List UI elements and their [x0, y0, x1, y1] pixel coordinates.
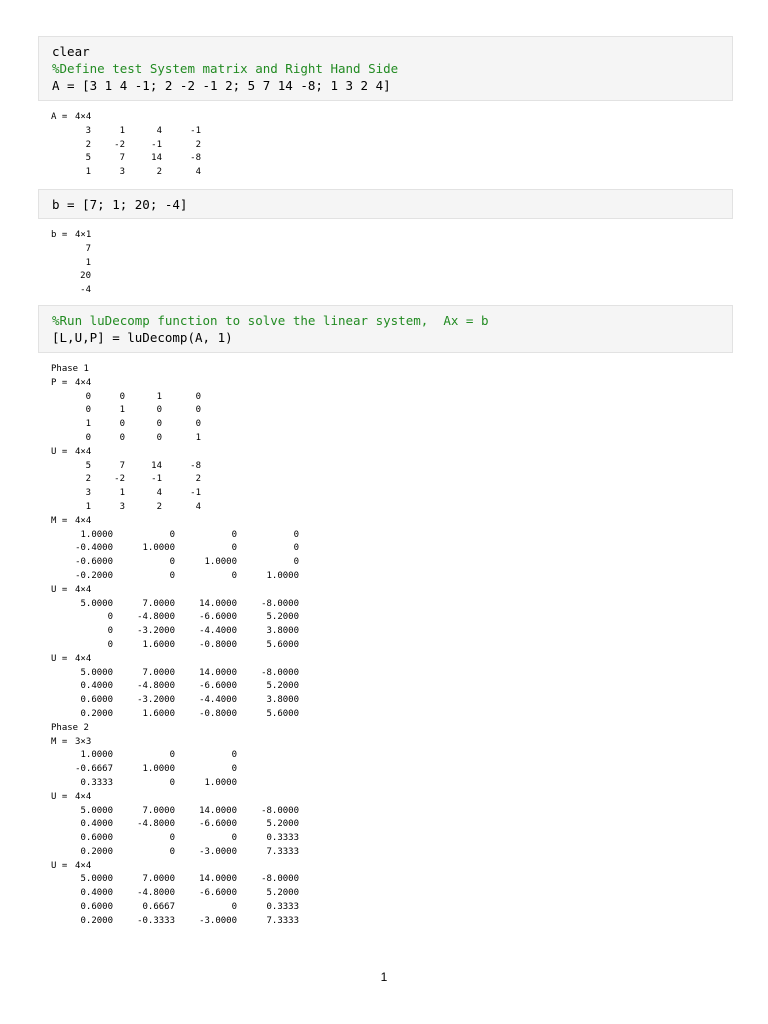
- matrix-u-2-cell: -8.0000: [261, 598, 299, 609]
- matrix-u-2-row: [51, 639, 299, 653]
- matrix-m-1-row: [51, 556, 299, 570]
- matrix-u-5-cell: -3.0000: [199, 915, 237, 926]
- matrix-a-cell: 3: [119, 167, 125, 178]
- matrix-m-1-header: [51, 515, 92, 529]
- matrix-u-5-cell: -6.6000: [199, 888, 237, 899]
- matrix-u-5-row: [51, 915, 299, 929]
- matrix-u-4-row: [51, 832, 299, 846]
- matrix-m-2-cell: 1.0000: [204, 777, 237, 788]
- matrix-p-cell: 0: [119, 432, 125, 443]
- matrix-m-1-cell: 0: [293, 557, 299, 568]
- matrix-u-4-dims: 4×4: [75, 791, 92, 802]
- code-block-run-ludecomp[interactable]: [38, 305, 733, 353]
- matrix-u-2: [51, 584, 299, 653]
- matrix-a-cell: 7: [119, 153, 125, 164]
- matrix-p-cell: 0: [195, 391, 201, 402]
- matrix-u-1-cell: 4: [156, 488, 162, 499]
- matrix-u-2-cell: -3.2000: [137, 626, 175, 637]
- matrix-u-1-cell: 2: [156, 501, 162, 512]
- matrix-u-5-cell: 0.4000: [80, 888, 113, 899]
- matrix-m-1-cell: 0: [293, 529, 299, 540]
- matrix-m-1-cell: 0: [169, 557, 175, 568]
- matrix-m-1-cell: 0: [293, 543, 299, 554]
- matrix-u-3-cell: 0.6000: [80, 695, 113, 706]
- matrix-a-label: A =: [51, 112, 73, 122]
- matrix-u-2-row: [51, 611, 299, 625]
- matrix-m-1-label: M =: [51, 515, 73, 526]
- matrix-p-row: [51, 432, 201, 446]
- matrix-a-cell: -1: [151, 139, 162, 150]
- matrix-p-cell: 0: [195, 419, 201, 430]
- matrix-u-1-row: [51, 501, 201, 515]
- matrix-m-1-cell: -0.4000: [75, 543, 113, 554]
- matrix-a-cell: 2: [156, 167, 162, 178]
- matrix-u-2-cell: 5.2000: [266, 612, 299, 623]
- vector-b-cell: 20: [80, 271, 91, 282]
- matrix-u-3-cell: 1.6000: [142, 708, 175, 719]
- matrix-p-cell: 1: [195, 432, 201, 443]
- matrix-p-row: [51, 391, 201, 405]
- matrix-u-2-cell: -4.8000: [137, 612, 175, 623]
- matrix-p-cell: 0: [85, 405, 91, 416]
- matrix-a-dims: 4×4: [75, 112, 92, 122]
- matrix-p-cell: 0: [195, 405, 201, 416]
- matrix-u-1-cell: -1: [151, 474, 162, 485]
- code-block-define-a[interactable]: [38, 36, 733, 101]
- matrix-u-3-label: U =: [51, 653, 73, 664]
- matrix-m-1-dims: 4×4: [75, 515, 92, 526]
- matrix-u-4-cell: 0.4000: [80, 819, 113, 830]
- matrix-u-1-cell: -8: [190, 460, 201, 471]
- matrix-m-1-row: [51, 542, 299, 556]
- output-ludecomp: [51, 363, 299, 929]
- matrix-u-3-cell: 3.8000: [266, 695, 299, 706]
- matrix-u-4-cell: 0: [169, 833, 175, 844]
- matrix-m-1-cell: 0: [169, 529, 175, 540]
- matrix-u-4-cell: 5.0000: [80, 805, 113, 816]
- matrix-u-1-cell: 3: [85, 488, 91, 499]
- matrix-u-3-row: [51, 708, 299, 722]
- matrix-u-2-cell: -0.8000: [199, 639, 237, 650]
- matrix-u-1-cell: 2: [195, 474, 201, 485]
- matrix-u-2-header: [51, 584, 92, 598]
- matrix-u-5-cell: 7.0000: [142, 874, 175, 885]
- matrix-u-1-cell: 14: [151, 460, 162, 471]
- matrix-u-3-header: [51, 653, 92, 667]
- matrix-u-1-cell: 1: [119, 488, 125, 499]
- matrix-u-1-cell: 3: [119, 501, 125, 512]
- matrix-a-cell: -2: [114, 139, 125, 150]
- code-line: A = [3 1 4 -1; 2 -2 -1 2; 5 7 14 -8; 1 3 2 4]: [52, 78, 391, 93]
- matrix-u-4: [51, 791, 299, 860]
- matrix-p-cell: 0: [119, 391, 125, 402]
- matrix-a-cell: 2: [85, 139, 91, 150]
- matrix-a-cell: 3: [85, 125, 91, 136]
- matrix-u-1-row: [51, 473, 201, 487]
- matrix-u-2-cell: -4.4000: [199, 626, 237, 637]
- matrix-u-1-header: [51, 446, 92, 460]
- matrix-u-3-cell: 7.0000: [142, 667, 175, 678]
- matrix-u-5-cell: 0.6667: [142, 902, 175, 913]
- matrix-p-cell: 0: [85, 432, 91, 443]
- vector-b-cell: -4: [80, 285, 91, 296]
- matrix-u-4-label: U =: [51, 791, 73, 802]
- matrix-u-4-row: [51, 846, 299, 860]
- vector-b-cell: 7: [85, 243, 91, 254]
- matrix-u-5-row: [51, 873, 299, 887]
- matrix-u-2-cell: 0: [107, 612, 113, 623]
- matrix-a-cell: -8: [190, 153, 201, 164]
- matrix-u-4-cell: -8.0000: [261, 805, 299, 816]
- matrix-u-5-cell: 5.0000: [80, 874, 113, 885]
- code-line: clear: [52, 44, 90, 59]
- matrix-u-4-row: [51, 805, 299, 819]
- matrix-a-cell: 1: [85, 167, 91, 178]
- matrix-u-1-cell: -2: [114, 474, 125, 485]
- matrix-a-cell: 14: [151, 153, 162, 164]
- matrix-u-3: [51, 653, 299, 722]
- matrix-m-1-cell: 0: [231, 529, 237, 540]
- vector-b-cell: 1: [85, 257, 91, 268]
- matrix-u-3-row: [51, 680, 299, 694]
- matrix-a-cell: 4: [195, 167, 201, 178]
- matrix-u-2-cell: 0: [107, 626, 113, 637]
- matrix-u-2-cell: 0: [107, 639, 113, 650]
- matrix-u-5-cell: 0.6000: [80, 902, 113, 913]
- matrix-p-cell: 1: [119, 405, 125, 416]
- matrix-u-3-cell: 0.2000: [80, 708, 113, 719]
- matrix-m-1-cell: 0: [231, 543, 237, 554]
- matrix-m-1-cell: -0.6000: [75, 557, 113, 568]
- matrix-u-2-row: [51, 625, 299, 639]
- matrix-u-1-dims: 4×4: [75, 446, 92, 457]
- page-number: 1: [380, 970, 388, 984]
- matrix-u-4-cell: 7.3333: [266, 846, 299, 857]
- matrix-u-1-cell: 5: [85, 460, 91, 471]
- matrix-u-5-label: U =: [51, 860, 73, 871]
- matrix-m-2-row: [51, 777, 237, 791]
- matrix-u-3-cell: 14.0000: [199, 667, 237, 678]
- matrix-u-4-cell: 0: [231, 833, 237, 844]
- matrix-u-4-cell: 0.3333: [266, 833, 299, 844]
- matrix-u-1-cell: 2: [85, 474, 91, 485]
- code-block-define-b[interactable]: [38, 189, 733, 219]
- matrix-u-2-cell: 1.6000: [142, 639, 175, 650]
- matrix-p-cell: 1: [85, 419, 91, 430]
- matrix-u-3-dims: 4×4: [75, 653, 92, 664]
- matrix-u-2-row: [51, 598, 299, 612]
- matrix-m-2: [51, 736, 237, 791]
- matrix-u-1-cell: 4: [195, 501, 201, 512]
- matrix-u-1-cell: 7: [119, 460, 125, 471]
- matrix-a-cell: 5: [85, 153, 91, 164]
- matrix-u-2-cell: 5.6000: [266, 639, 299, 650]
- matrix-u-4-cell: 0.2000: [80, 846, 113, 857]
- matrix-m-1-cell: 1.0000: [142, 543, 175, 554]
- matrix-m-1-cell: 0: [169, 570, 175, 581]
- matrix-u-3-row: [51, 694, 299, 708]
- matrix-u-5-cell: 14.0000: [199, 874, 237, 885]
- matrix-m-2-header: [51, 736, 92, 750]
- matrix-p-cell: 1: [156, 391, 162, 402]
- matrix-p-label: P =: [51, 377, 73, 388]
- matrix-u-1-row: [51, 487, 201, 501]
- matrix-p-row: [51, 404, 201, 418]
- matrix-u-5-header: [51, 860, 92, 874]
- matrix-u-4-cell: 14.0000: [199, 805, 237, 816]
- matrix-u-3-cell: 5.2000: [266, 681, 299, 692]
- matrix-u-5-row: [51, 901, 299, 915]
- matrix-m-1-cell: -0.2000: [75, 570, 113, 581]
- matrix-p-row: [51, 418, 201, 432]
- matrix-u-5-cell: -4.8000: [137, 888, 175, 899]
- matrix-p-cell: 0: [156, 432, 162, 443]
- matrix-u-4-cell: -3.0000: [199, 846, 237, 857]
- matrix-u-5-cell: 0: [231, 902, 237, 913]
- matrix-a-cell: -1: [190, 125, 201, 136]
- vector-b-dims: 4×1: [75, 230, 92, 240]
- matrix-m-2-cell: 1.0000: [80, 750, 113, 761]
- matrix-u-3-cell: -3.2000: [137, 695, 175, 706]
- matrix-u-4-cell: -6.6000: [199, 819, 237, 830]
- matrix-u-5: [51, 860, 299, 929]
- matrix-u-5-cell: 7.3333: [266, 915, 299, 926]
- matrix-u-5-cell: 0.3333: [266, 902, 299, 913]
- matrix-u-1-label: U =: [51, 446, 73, 457]
- matrix-u-4-header: [51, 791, 92, 805]
- matrix-u-2-cell: 14.0000: [199, 598, 237, 609]
- matrix-m-1-cell: 1.0000: [266, 570, 299, 581]
- matrix-u-3-cell: -8.0000: [261, 667, 299, 678]
- matrix-u-3-cell: -4.8000: [137, 681, 175, 692]
- matrix-u-2-label: U =: [51, 584, 73, 595]
- matrix-u-2-dims: 4×4: [75, 584, 92, 595]
- matrix-u-2-cell: 5.0000: [80, 598, 113, 609]
- matrix-m-1-cell: 0: [231, 570, 237, 581]
- matrix-u-3-cell: 0.4000: [80, 681, 113, 692]
- matrix-m-1: [51, 515, 299, 584]
- matrix-u-4-cell: 7.0000: [142, 805, 175, 816]
- matrix-m-2-dims: 3×3: [75, 736, 92, 747]
- matrix-m-1-cell: 1.0000: [204, 557, 237, 568]
- matrix-u-2-cell: 7.0000: [142, 598, 175, 609]
- vector-b-label: b =: [51, 230, 73, 240]
- matrix-p-cell: 0: [156, 419, 162, 430]
- matrix-u-1-cell: -1: [190, 488, 201, 499]
- matrix-u-4-cell: 5.2000: [266, 819, 299, 830]
- matrix-m-2-cell: 0: [169, 750, 175, 761]
- matrix-u-1-cell: 1: [85, 501, 91, 512]
- matrix-u-3-cell: 5.6000: [266, 708, 299, 719]
- matrix-m-2-row: [51, 763, 237, 777]
- matrix-m-2-cell: 1.0000: [142, 764, 175, 775]
- matrix-u-5-cell: -8.0000: [261, 874, 299, 885]
- matrix-p-dims: 4×4: [75, 377, 92, 388]
- matrix-u-3-cell: -0.8000: [199, 708, 237, 719]
- matrix-u-3-cell: 5.0000: [80, 667, 113, 678]
- matrix-p-cell: 0: [119, 419, 125, 430]
- matrix-u-2-cell: -6.6000: [199, 612, 237, 623]
- phase-1-label: Phase 1: [51, 364, 89, 374]
- matrix-m-2-label: M =: [51, 736, 73, 747]
- matrix-p-header: [51, 377, 92, 391]
- matrix-u-5-cell: 0.2000: [80, 915, 113, 926]
- phase-2-label: Phase 2: [51, 722, 89, 733]
- matrix-m-2-cell: 0: [231, 764, 237, 775]
- code-line: [L,U,P] = luDecomp(A, 1): [52, 330, 233, 345]
- matrix-u-4-cell: 0: [169, 846, 175, 857]
- matrix-u-1: [51, 446, 201, 515]
- matrix-u-4-cell: 0.6000: [80, 833, 113, 844]
- matrix-u-5-cell: -0.3333: [137, 915, 175, 926]
- matrix-p-cell: 0: [156, 405, 162, 416]
- matrix-p: [51, 377, 201, 446]
- matrix-m-1-cell: 1.0000: [80, 529, 113, 540]
- code-comment: %Define test System matrix and Right Hand Side: [52, 61, 399, 76]
- code-line: b = [7; 1; 20; -4]: [52, 197, 188, 212]
- matrix-m-1-row: [51, 529, 299, 543]
- matrix-u-3-cell: -4.4000: [199, 695, 237, 706]
- matrix-m-1-row: [51, 570, 299, 584]
- matrix-m-2-cell: 0.3333: [80, 777, 113, 788]
- matrix-u-4-cell: -4.8000: [137, 819, 175, 830]
- matrix-a-cell: 2: [195, 139, 201, 150]
- matrix-p-cell: 0: [85, 391, 91, 402]
- matrix-u-1-row: [51, 460, 201, 474]
- matrix-u-3-cell: -6.6000: [199, 681, 237, 692]
- matrix-m-2-cell: -0.6667: [75, 764, 113, 775]
- matrix-m-2-cell: 0: [231, 750, 237, 761]
- matrix-u-2-cell: 3.8000: [266, 626, 299, 637]
- matrix-m-2-row: [51, 749, 237, 763]
- matrix-u-5-row: [51, 887, 299, 901]
- matrix-u-4-row: [51, 818, 299, 832]
- matrix-u-3-row: [51, 667, 299, 681]
- matrix-u-5-dims: 4×4: [75, 860, 92, 871]
- matrix-m-2-cell: 0: [169, 777, 175, 788]
- matrix-a-cell: 4: [156, 125, 162, 136]
- code-comment: %Run luDecomp function to solve the linear system, Ax = b: [52, 313, 489, 328]
- matrix-a-cell: 1: [119, 125, 125, 136]
- matrix-u-5-cell: 5.2000: [266, 888, 299, 899]
